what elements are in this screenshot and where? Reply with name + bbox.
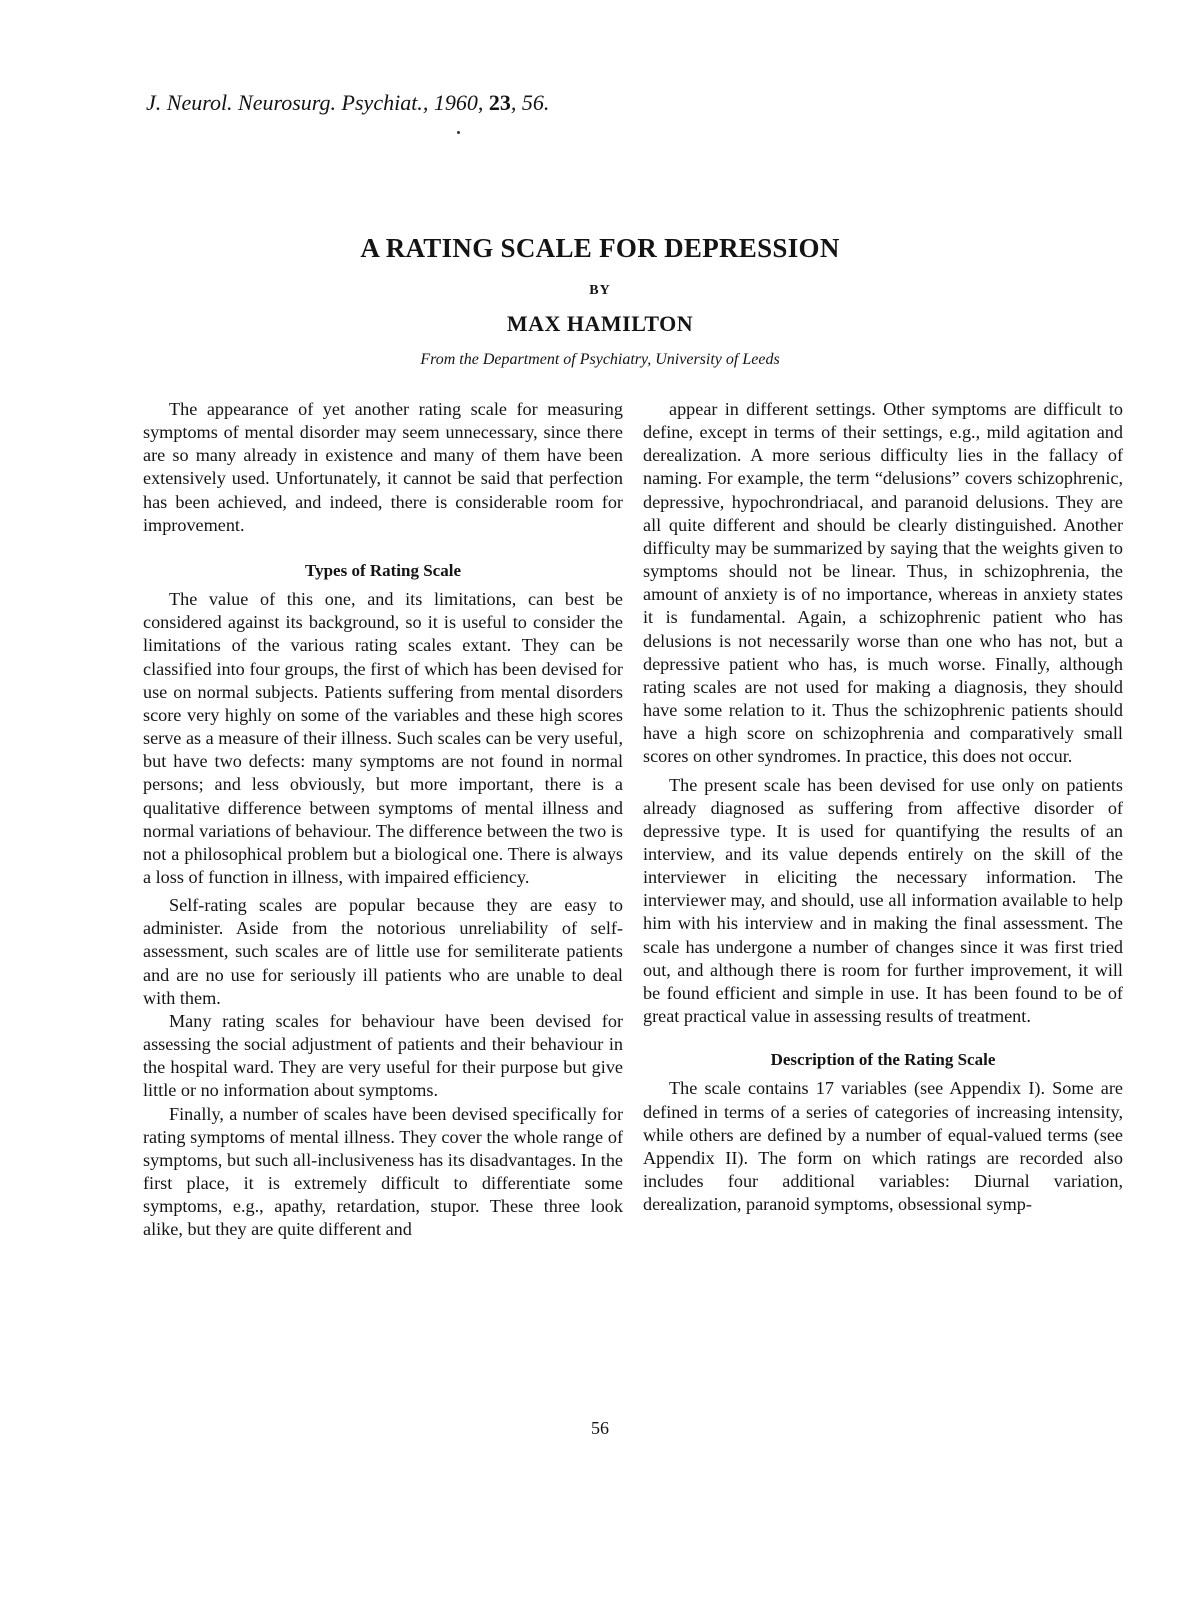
citation-page: , 56. bbox=[510, 90, 550, 115]
body-paragraph: The value of this one, and its limitations, can best be considered against its background, so it is useful to consider the limitations of the various rating scales extant. They can be classified into four groups, the first of which has been devised for use on normal subjects. Patients suffering from mental disorders score very highly on some of the variables and these high scores serve as a measure of their illness. Such scales can be very useful, but have two defects: many symptoms are not found in normal persons; and less obviously, but more important, there is a qualitative difference between symptoms of mental illness and normal variations of behaviour. The difference between the two is not a philosophical problem but a biological one. There is always a loss of function in illness, with impaired efficiency. bbox=[143, 589, 623, 887]
body-paragraph: Many rating scales for behaviour have been devised for assessing the social adjustment of patients and their behaviour in the hospital ward. They are very useful for their purpose but give little or no information about symptoms. bbox=[143, 1010, 623, 1101]
body-paragraph: The scale contains 17 variables (see Appendix I). Some are defined in terms of a series of categories of increasing intensity, while others are defined by a number of equal-valued terms (see Appendix II). The form on which ratings are recorded also includes four additional variables: Diurnal variation, derealization, paranoid symptoms, obsessional symp- bbox=[643, 1078, 1123, 1215]
author-name: MAX HAMILTON bbox=[506, 311, 694, 336]
byline: BY bbox=[589, 283, 611, 298]
journal-citation bbox=[146, 90, 549, 116]
body-paragraph: Finally, a number of scales have been devised specifically for rating symptoms of mental illness. They cover the whole range of symptoms, but such all-inclusiveness has its disadvantages. In the first place, it is extremely difficult to differentiate some symptoms, e.g., apathy, retardation, stupor. These three look alike, but they are quite different and bbox=[143, 1103, 623, 1240]
left-column bbox=[143, 398, 623, 1241]
right-column bbox=[643, 398, 1123, 1216]
author-affiliation: From the Department of Psychiatry, University of Leeds bbox=[420, 351, 780, 368]
article-title: A RATING SCALE FOR DEPRESSION bbox=[360, 233, 840, 263]
intro-paragraph: The appearance of yet another rating scale for measuring symptoms of mental disorder may seem unnecessary, since there are so many already in existence and many of them have been extensively used. Unfortunately, it cannot be said that perfection has been achieved, and indeed, there is considerable room for improvement. bbox=[143, 399, 623, 535]
page-number: 56 bbox=[591, 1418, 609, 1438]
body-paragraph: Self-rating scales are popular because they are easy to administer. Aside from the notorious unreliability of self-assessment, such scales are of little use for semiliterate patients and are no use for seriously ill patients who are unable to deal with them. bbox=[143, 895, 623, 1008]
body-paragraph: appear in different settings. Other symptoms are difficult to define, except in terms of their settings, e.g., mild agitation and derealization. A more serious difficulty lies in the fallacy of naming. For example, the term “delusions” covers schizophrenic, depressive, hypochrondriacal, and paranoid delusions. They are all quite different and should be clearly distinguished. Another difficulty may be summarized by saying that the weights given to symptoms should not be linear. Thus, in schizophrenia, the amount of anxiety is of no importance, whereas in anxiety states it is fundamental. Again, a schizophrenic patient who has delusions is not necessarily worse than one who has not, but a depressive patient who has, is much worse. Finally, although rating scales are not used for making a diagnosis, they should have some relation to it. Thus the schizophrenic patients should have a high score on schizophrenia and comparatively small scores on other syndromes. In practice, this does not occur. bbox=[643, 399, 1123, 767]
scan-speck bbox=[457, 131, 460, 134]
section-heading-types: Types of Rating Scale bbox=[305, 560, 461, 580]
citation-journal: J. Neurol. Neurosurg. Psychiat. bbox=[146, 90, 423, 115]
section-heading-description: Description of the Rating Scale bbox=[770, 1050, 996, 1070]
citation-volume: 23 bbox=[488, 90, 511, 115]
citation-year: , 1960, bbox=[422, 90, 489, 115]
body-paragraph: The present scale has been devised for use only on patients already diagnosed as suffering from affective disorder of depressive type. It is used for quantifying the results of an interview, and its value depends entirely on the skill of the interviewer in eliciting the necessary information. The interviewer may, and should, use all information available to help him with his interview and in making the final assessment. The scale has undergone a number of changes since it was first tried out, and although there is room for further improvement, it will be found efficient and simple in use. It has been found to be of great practical value in assessing results of treatment. bbox=[643, 774, 1123, 1027]
